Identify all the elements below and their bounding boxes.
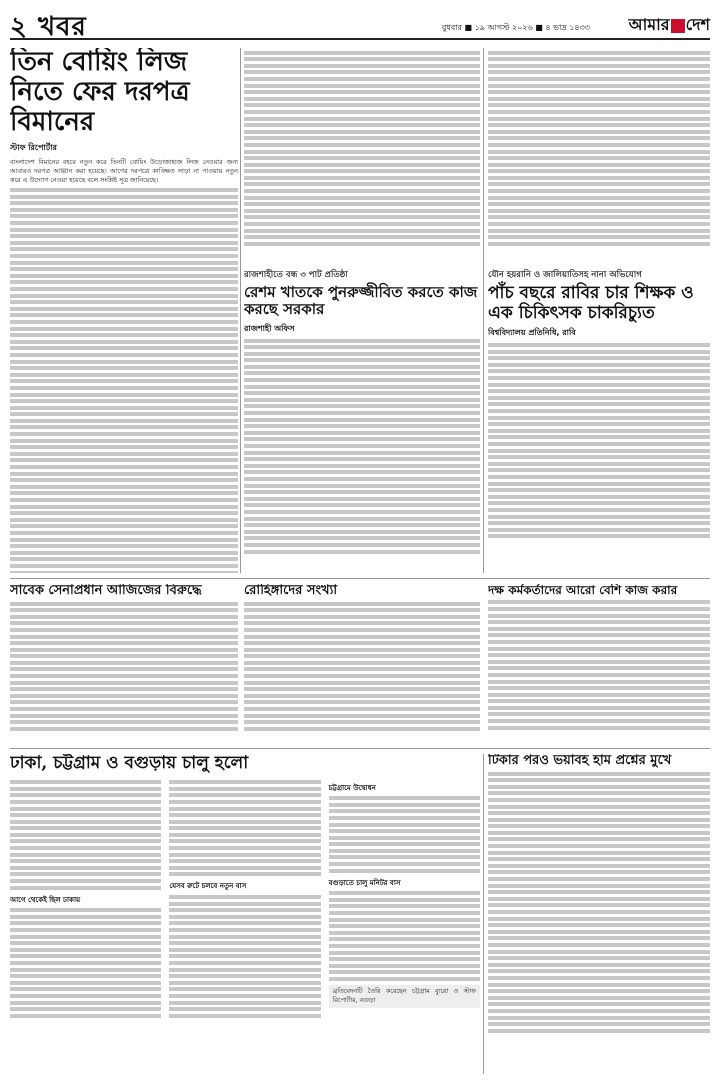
- body-aziz: [10, 602, 238, 731]
- byline-boeing: স্টাফ রিপোর্টার: [10, 142, 57, 152]
- kicker-silk: রাজশাহীতে বন্ধ ৩ পাট প্রতিষ্ঠা: [244, 270, 348, 280]
- headline-vaccine: টিকার পরও ভয়াবহ হাম প্রশ্নের মুখে: [488, 754, 672, 768]
- subhead-bogura: বগুড়াতে চালু মনিটর বাস: [328, 877, 401, 887]
- body-rohingya: [244, 602, 480, 731]
- section-rule: [10, 578, 710, 579]
- body-rabi: [488, 343, 710, 538]
- headline-trains: ঢাকা, চট্টগ্রাম ও বগুড়ায় চালু হলো: [10, 754, 249, 773]
- body-trains-col3b: [329, 891, 480, 981]
- body-trains-col2: [169, 780, 320, 876]
- story-trains: [10, 754, 480, 1074]
- column-rule: [483, 754, 484, 1074]
- story-boeing: [10, 48, 238, 573]
- body-trains-col1b: [10, 908, 161, 1018]
- subhead-chattogram: চট্টগ্রামে উদ্বোধন: [328, 782, 376, 792]
- byline-silk: রাজশাহী অফিস: [244, 323, 295, 333]
- page-section-tag: ২ খবর: [10, 12, 87, 42]
- body-silk: [244, 339, 480, 554]
- body-trains-col1: [10, 780, 161, 890]
- logo-square-icon: [671, 19, 685, 33]
- story-rohingya: [244, 584, 480, 744]
- body-continuation: [244, 51, 480, 246]
- story-silk: [244, 268, 480, 573]
- headline-rabi: পাঁচ বছরে রাবির চার শিক্ষক ও এক চিকিৎসক চাকরিচ্যুত: [488, 283, 694, 323]
- newspaper-logo: [629, 12, 710, 39]
- headline-aziz: সাবেক সেনাপ্রধান আজিজের বিরুদ্ধে: [10, 584, 202, 598]
- body-trains-col2b: [169, 895, 320, 1018]
- headline-officials: দক্ষ কর্মকর্তাদের আরো বেশি কাজ করার: [488, 584, 678, 597]
- story-rabi-continued: [488, 48, 710, 263]
- story-officials: [488, 584, 710, 744]
- footer-note-trains: ব্রতিবেদনটি তৈরি করেছেন চট্টগ্রাম ব্যুরো ও স্টাফ রিপোর্টার, বগুড়া: [329, 985, 480, 1008]
- body-vaccine: [488, 772, 710, 1033]
- kicker-rabi: যৌন হয়রানি ও জালিয়াতিসহ নানা অভিযোগ: [488, 270, 642, 280]
- section-rule: [10, 748, 710, 749]
- headline-silk: রেশম খাতকে পুনরুজ্জীবিত করতে কাজ করছে সরকার: [244, 283, 478, 319]
- column-rule: [240, 48, 241, 573]
- story-aziz: [10, 584, 238, 744]
- masthead: [10, 6, 710, 40]
- story-boeing-continued: [244, 48, 480, 263]
- logo-word-left: আমার: [628, 15, 670, 34]
- column-rule: [483, 48, 484, 573]
- subhead-routes: যেসব রুটে চলবে নতুন বাস: [169, 881, 247, 891]
- body-rabi-continued: [488, 51, 710, 246]
- body-trains-col3: [329, 796, 480, 873]
- subhead-dhaka: আগে থেকেই ছিল ঢাকায়: [10, 894, 81, 904]
- byline-rabi: বিশ্ববিদ্যালয় প্রতিনিধি, রাবি: [488, 328, 576, 338]
- dateline: বুধবার ■ ১৯ আগস্ট ২০২৬ ■ ৪ ভাদ্র ১৪৩৩: [441, 23, 590, 32]
- logo-word-right: দেশ: [685, 15, 710, 34]
- story-rabi: [488, 268, 710, 573]
- body-boeing-lead: বাংলাদেশ বিমানের বহরে নতুন করে তিনটি বোয়িং উড়োজাহাজ লিজ নেওয়ার জন্য আবারও দরপত্র আহ্বান করা হয়েছে। আগের দরপত্রে কাঙ্ক্ষিত সাড়া না পাওয়ায় নতুন করে এ উদ্যোগ নেওয়া হয়েছে বলে সংশ্লিষ্ট সূত্র জানিয়েছে।: [10, 157, 238, 185]
- headline-boeing: তিন বোয়িং লিজ নিতে ফের দরপত্র বিমানের: [10, 48, 190, 137]
- headline-rohingya: রোহিঙ্গাদের সংখ্যা: [244, 584, 338, 598]
- story-vaccine: [488, 754, 710, 1074]
- body-boeing-rest: [10, 188, 238, 573]
- body-officials: [488, 600, 710, 729]
